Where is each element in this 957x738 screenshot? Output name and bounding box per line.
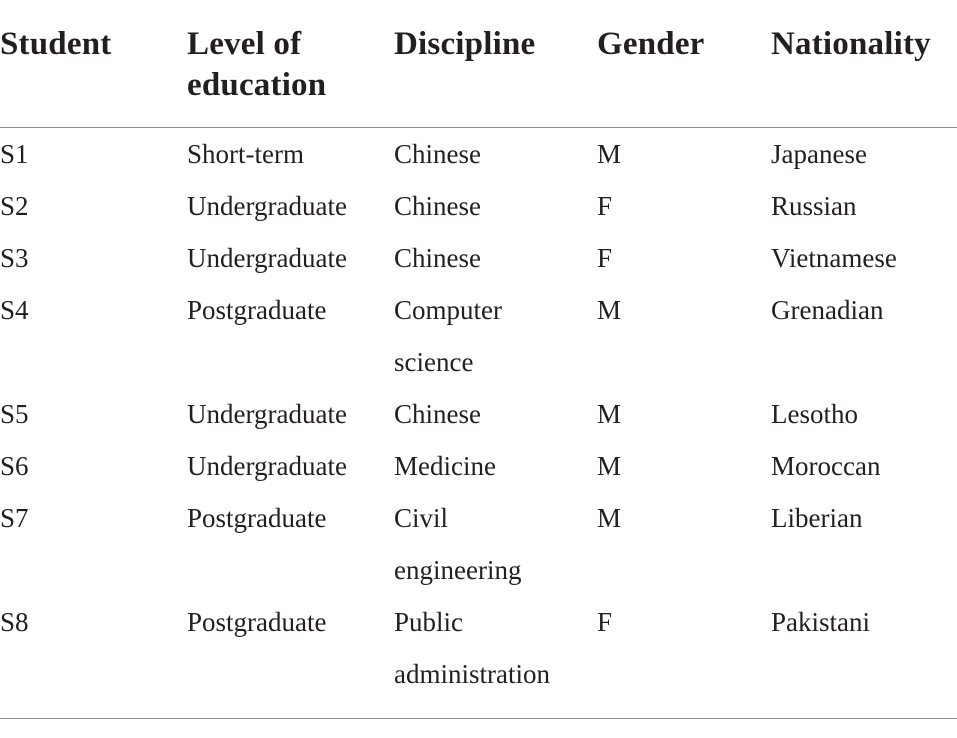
cell-discipline-line2: administration bbox=[394, 659, 550, 689]
table-row bbox=[0, 232, 957, 284]
cell-nationality: Russian bbox=[771, 191, 857, 221]
cell-level: Postgraduate bbox=[187, 295, 327, 325]
cell-student: S1 bbox=[0, 139, 29, 169]
cell-nationality: Vietnamese bbox=[771, 243, 897, 273]
cell-nationality: Japanese bbox=[771, 139, 867, 169]
header-level-of-education bbox=[187, 24, 326, 106]
cell-nationality: Grenadian bbox=[771, 295, 884, 325]
table-bottom-rule bbox=[0, 718, 957, 719]
cell-discipline-line1: Medicine bbox=[394, 451, 496, 481]
cell-discipline-line1: Chinese bbox=[394, 243, 481, 273]
table-row bbox=[0, 596, 957, 700]
cell-gender: M bbox=[597, 295, 622, 325]
cell-level: Undergraduate bbox=[187, 399, 347, 429]
cell-level: Postgraduate bbox=[187, 503, 327, 533]
table-row bbox=[0, 440, 957, 492]
cell-gender: M bbox=[597, 139, 622, 169]
cell-discipline bbox=[394, 388, 574, 440]
header-gender: Gender bbox=[597, 26, 705, 62]
cell-discipline bbox=[394, 284, 574, 388]
cell-nationality: Liberian bbox=[771, 503, 863, 533]
cell-discipline bbox=[394, 128, 574, 180]
cell-discipline-line2: engineering bbox=[394, 555, 522, 585]
cell-student: S3 bbox=[0, 243, 29, 273]
cell-discipline bbox=[394, 596, 574, 700]
cell-gender: F bbox=[597, 243, 613, 273]
header-level-line2: education bbox=[187, 67, 327, 103]
cell-student: S2 bbox=[0, 191, 29, 221]
cell-student: S7 bbox=[0, 503, 29, 533]
header-student: Student bbox=[0, 26, 112, 62]
table-row bbox=[0, 180, 957, 232]
cell-discipline-line1: Computer bbox=[394, 295, 502, 325]
cell-discipline-line1: Chinese bbox=[394, 399, 481, 429]
cell-level: Undergraduate bbox=[187, 243, 347, 273]
cell-gender: M bbox=[597, 503, 622, 533]
cell-student: S6 bbox=[0, 451, 29, 481]
cell-discipline bbox=[394, 440, 574, 492]
cell-gender: F bbox=[597, 191, 613, 221]
cell-nationality: Moroccan bbox=[771, 451, 881, 481]
cell-student: S4 bbox=[0, 295, 29, 325]
table-row bbox=[0, 388, 957, 440]
cell-nationality: Pakistani bbox=[771, 607, 870, 637]
cell-student: S8 bbox=[0, 607, 29, 637]
cell-level: Postgraduate bbox=[187, 607, 327, 637]
cell-discipline-line1: Civil bbox=[394, 503, 449, 533]
cell-discipline-line1: Chinese bbox=[394, 139, 481, 169]
cell-discipline bbox=[394, 180, 574, 232]
cell-student: S5 bbox=[0, 399, 29, 429]
cell-gender: F bbox=[597, 607, 613, 637]
cell-gender: M bbox=[597, 451, 622, 481]
cell-discipline bbox=[394, 232, 574, 284]
cell-discipline bbox=[394, 492, 574, 596]
table-row bbox=[0, 284, 957, 388]
cell-nationality: Lesotho bbox=[771, 399, 858, 429]
table-row bbox=[0, 492, 957, 596]
header-discipline: Discipline bbox=[394, 26, 536, 62]
cell-level: Undergraduate bbox=[187, 191, 347, 221]
cell-discipline-line1: Public bbox=[394, 607, 464, 637]
cell-gender: M bbox=[597, 399, 622, 429]
cell-level: Short-term bbox=[187, 139, 304, 169]
header-nationality: Nationality bbox=[771, 26, 931, 62]
table-header bbox=[0, 0, 957, 128]
cell-discipline-line1: Chinese bbox=[394, 191, 481, 221]
header-level-line1: Level of bbox=[187, 26, 302, 62]
table-row bbox=[0, 128, 957, 180]
table-body bbox=[0, 128, 957, 700]
cell-level: Undergraduate bbox=[187, 451, 347, 481]
cell-discipline-line2: science bbox=[394, 347, 474, 377]
